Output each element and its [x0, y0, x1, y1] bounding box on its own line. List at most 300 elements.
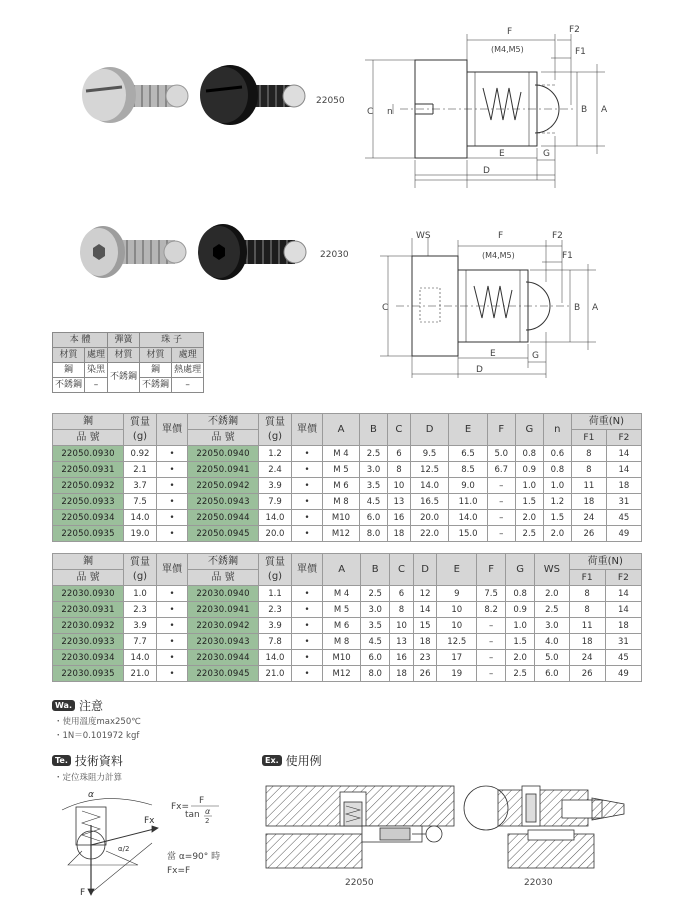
example-title: 使用例	[285, 754, 322, 768]
part-number-cell: 22030.0944	[188, 650, 259, 666]
dim-F: F	[507, 27, 513, 37]
spec-cell: 13	[390, 634, 414, 650]
spec-cell: •	[157, 526, 188, 542]
table-row	[53, 494, 642, 510]
spec-cell: 14.0	[259, 510, 292, 526]
spec-cell: 2.5	[359, 446, 387, 462]
part-number-cell: 22030.0933	[53, 634, 124, 650]
spec-cell: •	[292, 446, 323, 462]
th-mass: 質量 (g)	[124, 554, 157, 586]
mat-cell: 鋼	[140, 363, 172, 378]
spec-cell: 18	[388, 526, 411, 542]
spec-cell: 21.0	[124, 666, 157, 682]
th-F1: F1	[571, 430, 606, 446]
spec-cell: 26	[413, 666, 437, 682]
eq1-lhs: Fx=	[171, 802, 190, 812]
spec-cell: 1.1	[259, 586, 292, 602]
spec-cell: 31	[605, 634, 641, 650]
usage-example-22030	[462, 780, 632, 875]
spec-cell: 7.8	[259, 634, 292, 650]
mat-cell: 鋼	[53, 363, 85, 378]
stainless-slotted-screw-photo	[82, 67, 188, 123]
spec-cell: 1.5	[515, 494, 543, 510]
mat-sub: 材質	[140, 348, 172, 363]
material-table	[52, 332, 204, 393]
th-steel: 鋼	[53, 554, 124, 570]
dim-G: G	[532, 351, 539, 361]
dim-G: G	[543, 149, 550, 159]
spec-cell: 3.9	[259, 478, 292, 494]
th-D: D	[410, 414, 448, 446]
tech-title: 技術資料	[74, 754, 123, 768]
dim-E: E	[490, 349, 496, 359]
technical-drawing-22050	[345, 20, 625, 200]
spec-cell: •	[157, 666, 188, 682]
th-D: D	[413, 554, 437, 586]
dim-F1: F1	[575, 47, 586, 57]
spec-cell: 14.0	[124, 510, 157, 526]
spec-cell: –	[477, 618, 506, 634]
notes-tag: Wa.	[52, 700, 75, 711]
spec-cell: 15.0	[449, 526, 487, 542]
part-number-cell: 22050.0945	[188, 526, 259, 542]
spec-cell: 24	[571, 510, 606, 526]
part-number-cell: 22050.0944	[188, 510, 259, 526]
spec-cell: 2.5	[535, 602, 569, 618]
mat-sub: 處理	[172, 348, 204, 363]
spec-cell: 8	[388, 462, 411, 478]
spec-cell: 7.7	[124, 634, 157, 650]
th-load: 荷重(N)	[569, 554, 641, 570]
black-hex-screw-photo	[198, 224, 306, 280]
spec-cell: •	[157, 618, 188, 634]
spec-cell: 14.0	[259, 650, 292, 666]
th-price: 單價	[292, 414, 323, 446]
th-price: 單價	[292, 554, 323, 586]
spec-cell: 16.5	[410, 494, 448, 510]
th-part-no: 品 號	[53, 570, 124, 586]
spec-cell: 9	[437, 586, 477, 602]
note-line-2: ・1N＝0.101972 kgf	[54, 731, 140, 741]
example-tag: Ex.	[262, 755, 282, 766]
spec-cell: M 8	[323, 634, 361, 650]
spec-cell: •	[157, 446, 188, 462]
spec-cell: –	[477, 650, 506, 666]
spec-cell: •	[157, 510, 188, 526]
table-row	[53, 666, 642, 682]
spec-cell: 11.0	[449, 494, 487, 510]
spec-cell: –	[487, 526, 515, 542]
spec-cell: 18	[606, 478, 641, 494]
spec-cell: 4.0	[535, 634, 569, 650]
cond-text: 當 α=90° 時	[167, 852, 221, 862]
spec-cell: 10	[390, 618, 414, 634]
table-row	[53, 510, 642, 526]
spec-cell: •	[292, 602, 323, 618]
spec-cell: 18	[569, 634, 605, 650]
table-row	[53, 462, 642, 478]
dim-F1: F1	[562, 251, 573, 261]
spec-table-22030-body	[53, 586, 642, 682]
spec-cell: –	[487, 494, 515, 510]
spec-cell: 18	[605, 618, 641, 634]
spec-cell: 6	[390, 586, 414, 602]
part-number-cell: 22050.0934	[53, 510, 124, 526]
spec-cell: 20.0	[259, 526, 292, 542]
spec-cell: M 4	[323, 446, 360, 462]
spec-cell: 10	[437, 602, 477, 618]
th-price: 單價	[157, 414, 188, 446]
mat-sub: 材質	[108, 348, 140, 363]
eq1-den-2: 2	[205, 817, 210, 825]
spec-cell: 2.0	[515, 510, 543, 526]
spec-cell: 12.5	[437, 634, 477, 650]
spec-cell: 13	[388, 494, 411, 510]
spec-cell: 2.5	[515, 526, 543, 542]
spec-cell: •	[292, 650, 323, 666]
table-row	[53, 618, 642, 634]
spec-cell: 18	[390, 666, 414, 682]
spec-cell: 6.7	[487, 462, 515, 478]
spec-cell: 26	[571, 526, 606, 542]
dim-F2: F2	[552, 231, 563, 241]
th-steel: 鋼	[53, 414, 124, 430]
spec-cell: 3.9	[259, 618, 292, 634]
part-number-cell: 22030.0932	[53, 618, 124, 634]
th-C: C	[388, 414, 411, 446]
spec-cell: 3.5	[361, 618, 390, 634]
alpha-label: α	[88, 790, 94, 800]
spec-cell: •	[157, 602, 188, 618]
spec-cell: 14.0	[449, 510, 487, 526]
spec-cell: 1.2	[543, 494, 571, 510]
spec-cell: M 4	[323, 586, 361, 602]
dim-C: C	[367, 107, 374, 117]
spec-cell: 0.8	[515, 446, 543, 462]
spec-cell: 12	[413, 586, 437, 602]
spec-cell: 14.0	[410, 478, 448, 494]
spec-cell: 8.0	[361, 666, 390, 682]
th-F2: F2	[605, 570, 641, 586]
spec-cell: 2.1	[124, 462, 157, 478]
notes-title: 注意	[78, 699, 103, 713]
th-stainless: 不銹鋼	[188, 554, 259, 570]
th-mass: 質量 (g)	[124, 414, 157, 446]
spec-cell: 8	[571, 446, 606, 462]
technical-drawing-22030	[360, 228, 630, 388]
spec-cell: 19	[437, 666, 477, 682]
table-row	[53, 586, 642, 602]
dim-E: E	[499, 149, 505, 159]
spec-cell: •	[292, 586, 323, 602]
spec-cell: M 6	[323, 618, 361, 634]
mat-cell: 熱處理	[172, 363, 204, 378]
spec-cell: 3.9	[124, 618, 157, 634]
spec-cell: •	[157, 586, 188, 602]
table-row	[53, 446, 642, 462]
tech-line: ・定位珠阻力計算	[54, 773, 123, 783]
th-load: 荷重(N)	[571, 414, 641, 430]
th-A: A	[323, 414, 360, 446]
spec-cell: M12	[323, 526, 360, 542]
spec-cell: •	[292, 666, 323, 682]
mat-header-spring: 彈簧	[108, 333, 140, 348]
spec-cell: 14	[605, 602, 641, 618]
spec-cell: 0.9	[506, 602, 535, 618]
spec-cell: –	[487, 478, 515, 494]
th-B: B	[359, 414, 387, 446]
table-row	[53, 478, 642, 494]
dim-n: n	[387, 107, 393, 117]
spec-cell: 1.0	[543, 478, 571, 494]
spec-cell: 6.0	[535, 666, 569, 682]
spec-cell: 3.7	[124, 478, 157, 494]
part-number-cell: 22050.0932	[53, 478, 124, 494]
th-price: 單價	[157, 554, 188, 586]
spec-cell: 15	[413, 618, 437, 634]
part-number-cell: 22030.0930	[53, 586, 124, 602]
part-number-cell: 22050.0941	[188, 462, 259, 478]
spec-cell: 5.0	[535, 650, 569, 666]
spec-cell: M 8	[323, 494, 360, 510]
product-photo-22030	[75, 218, 315, 288]
tech-heading	[52, 752, 123, 769]
mat-sub: 處理	[85, 348, 108, 363]
part-number-cell: 22030.0943	[188, 634, 259, 650]
part-number-cell: 22030.0942	[188, 618, 259, 634]
spec-cell: 2.0	[506, 650, 535, 666]
table-row	[53, 602, 642, 618]
dim-F: F	[498, 231, 504, 241]
mat-header-ball: 珠 子	[140, 333, 204, 348]
spec-cell: 20.0	[410, 510, 448, 526]
mat-cell: 不銹鋼	[53, 378, 85, 393]
note-line-1: ・使用溫度max250℃	[54, 717, 141, 727]
th-E: E	[449, 414, 487, 446]
spec-cell: 1.2	[259, 446, 292, 462]
spec-cell: •	[157, 634, 188, 650]
alpha-half-label: α/2	[118, 845, 130, 853]
spec-cell: 5.0	[487, 446, 515, 462]
product-photo-22050	[70, 55, 310, 145]
spec-cell: 22.0	[410, 526, 448, 542]
spec-cell: 18	[571, 494, 606, 510]
spec-cell: 26	[569, 666, 605, 682]
spec-cell: 9.5	[410, 446, 448, 462]
stainless-hex-screw-photo	[80, 226, 186, 278]
spec-cell: –	[477, 666, 506, 682]
spec-cell: 0.92	[124, 446, 157, 462]
spec-cell: 1.5	[543, 510, 571, 526]
th-F: F	[477, 554, 506, 586]
spec-cell: 2.0	[535, 586, 569, 602]
mat-cell: 不銹鋼	[108, 363, 140, 393]
spec-cell: 49	[605, 666, 641, 682]
th-F2: F2	[606, 430, 641, 446]
spec-cell: 16	[390, 650, 414, 666]
spec-cell: •	[292, 462, 323, 478]
spec-cell: M 5	[323, 462, 360, 478]
spec-cell: 14	[606, 446, 641, 462]
spec-cell: •	[157, 462, 188, 478]
th-part-no: 品 號	[53, 430, 124, 446]
part-number-cell: 22050.0940	[188, 446, 259, 462]
spec-cell: 8	[569, 586, 605, 602]
spec-cell: 2.4	[259, 462, 292, 478]
th-F: F	[487, 414, 515, 446]
spec-cell: 7.5	[124, 494, 157, 510]
spec-cell: 14	[605, 586, 641, 602]
th-B: B	[361, 554, 390, 586]
eq1-den: tan	[185, 810, 200, 820]
spec-cell: 14.0	[124, 650, 157, 666]
dim-thread: (M4,M5)	[482, 251, 515, 260]
spec-cell: 1.0	[515, 478, 543, 494]
fx-label: Fx	[144, 816, 155, 826]
th-mass: 質量 (g)	[259, 554, 292, 586]
spec-cell: 3.5	[359, 478, 387, 494]
example-caption-22030: 22030	[524, 878, 553, 888]
spec-cell: 3.0	[359, 462, 387, 478]
th-G: G	[515, 414, 543, 446]
spec-cell: 1.0	[124, 586, 157, 602]
dim-D: D	[483, 166, 490, 176]
part-number-cell: 22050.0943	[188, 494, 259, 510]
spec-table-22050	[52, 413, 642, 542]
spec-cell: 6	[388, 446, 411, 462]
spec-cell: •	[292, 634, 323, 650]
table-row	[53, 634, 642, 650]
spec-cell: •	[292, 526, 323, 542]
spec-cell: 11	[569, 618, 605, 634]
eq2-text: Fx=F	[167, 866, 191, 876]
spec-cell: 18	[413, 634, 437, 650]
f-label: F	[80, 888, 86, 898]
th-G: G	[506, 554, 535, 586]
spec-cell: 16	[388, 510, 411, 526]
spec-cell: 17	[437, 650, 477, 666]
part-number-cell: 22050.0933	[53, 494, 124, 510]
spec-cell: 8	[571, 462, 606, 478]
table-row	[53, 526, 642, 542]
part-number-cell: 22050.0942	[188, 478, 259, 494]
spec-cell: 21.0	[259, 666, 292, 682]
spec-cell: 0.8	[543, 462, 571, 478]
th-F1: F1	[569, 570, 605, 586]
part-number-cell: 22030.0931	[53, 602, 124, 618]
spec-cell: 14	[413, 602, 437, 618]
spec-cell: 0.6	[543, 446, 571, 462]
eq1-den-alpha: α	[205, 807, 211, 816]
spec-cell: •	[157, 494, 188, 510]
usage-example-22050	[262, 780, 462, 875]
spec-cell: 3.0	[361, 602, 390, 618]
spec-cell: M 5	[323, 602, 361, 618]
spec-cell: –	[477, 634, 506, 650]
spec-cell: 45	[605, 650, 641, 666]
spec-cell: M12	[323, 666, 361, 682]
notes-heading	[52, 697, 103, 714]
th-C: C	[390, 554, 414, 586]
spec-cell: •	[292, 494, 323, 510]
series-label-22050: 22050	[316, 96, 345, 106]
spec-cell: 0.9	[515, 462, 543, 478]
dim-B: B	[581, 105, 588, 115]
spec-cell: 31	[606, 494, 641, 510]
spec-cell: 49	[606, 526, 641, 542]
spec-cell: 2.3	[259, 602, 292, 618]
dim-B: B	[574, 303, 581, 313]
spec-cell: 24	[569, 650, 605, 666]
dim-A: A	[601, 105, 608, 115]
spec-cell: 7.5	[477, 586, 506, 602]
tech-tag: Te.	[52, 755, 71, 766]
force-Fx-arrow	[91, 829, 154, 845]
example-heading	[262, 752, 322, 769]
eq1-num: F	[199, 796, 205, 806]
spec-cell: •	[292, 510, 323, 526]
spec-cell: 6.0	[361, 650, 390, 666]
spec-table-22050-body	[53, 446, 642, 542]
spec-cell: 2.5	[506, 666, 535, 682]
part-number-cell: 22030.0935	[53, 666, 124, 682]
spec-cell: 10	[388, 478, 411, 494]
part-number-cell: 22030.0945	[188, 666, 259, 682]
spec-cell: 2.3	[124, 602, 157, 618]
spec-cell: •	[292, 478, 323, 494]
spec-cell: 19.0	[124, 526, 157, 542]
th-mass: 質量 (g)	[259, 414, 292, 446]
spec-cell: 1.5	[506, 634, 535, 650]
spec-cell: 8	[569, 602, 605, 618]
spec-cell: 2.0	[543, 526, 571, 542]
spec-cell: 3.0	[535, 618, 569, 634]
black-slotted-screw-photo	[200, 65, 305, 125]
spec-cell: 4.5	[359, 494, 387, 510]
spec-cell: •	[157, 478, 188, 494]
spec-cell: 23	[413, 650, 437, 666]
mat-sub: 材質	[53, 348, 85, 363]
spec-cell: 14	[606, 462, 641, 478]
spec-cell: 10	[437, 618, 477, 634]
part-number-cell: 22050.0931	[53, 462, 124, 478]
mat-cell: 不銹鋼	[140, 378, 172, 393]
spec-cell: M10	[323, 510, 360, 526]
spec-cell: –	[487, 510, 515, 526]
spec-table-22030	[52, 553, 642, 682]
example-caption-22050: 22050	[345, 878, 374, 888]
th-part-no: 品 號	[188, 430, 259, 446]
formula-block	[165, 795, 260, 885]
mat-header-body: 本 體	[53, 333, 108, 348]
part-number-cell: 22050.0935	[53, 526, 124, 542]
series-label-22030: 22030	[320, 250, 349, 260]
spec-cell: 4.5	[361, 634, 390, 650]
spec-cell: 2.5	[361, 586, 390, 602]
spec-cell: 7.9	[259, 494, 292, 510]
spec-cell: •	[292, 618, 323, 634]
part-number-cell: 22030.0940	[188, 586, 259, 602]
th-E: E	[437, 554, 477, 586]
part-number-cell: 22030.0934	[53, 650, 124, 666]
table-row	[53, 650, 642, 666]
th-n: n	[543, 414, 571, 446]
spec-cell: M 6	[323, 478, 360, 494]
spec-cell: 8	[390, 602, 414, 618]
spec-cell: 0.8	[506, 586, 535, 602]
dim-F2: F2	[569, 25, 580, 35]
th-stainless: 不銹鋼	[188, 414, 259, 430]
